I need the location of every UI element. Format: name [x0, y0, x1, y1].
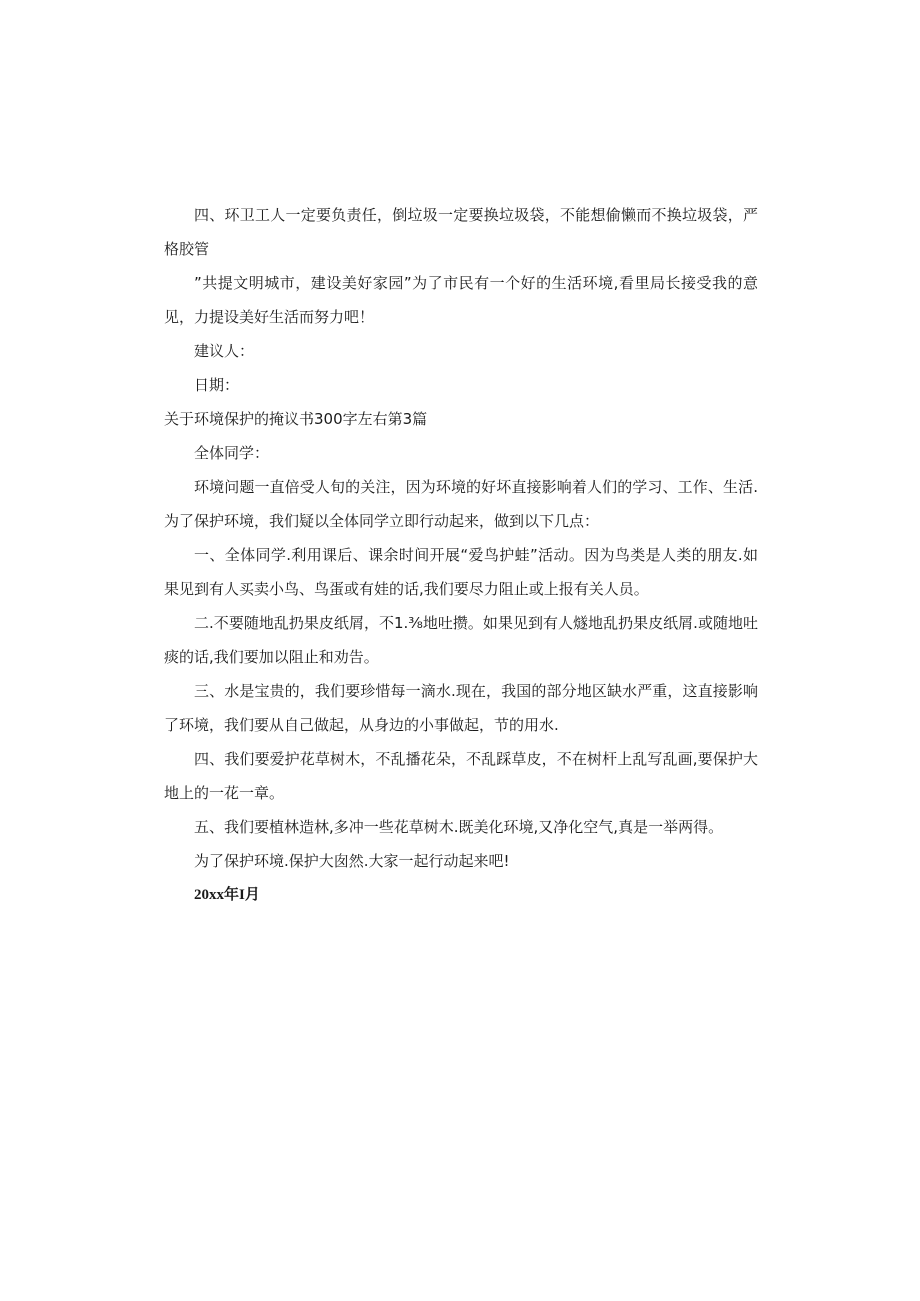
paragraph-item-4: 四、我们要爱护花草树木，不乱播花朵，不乱踩草皮，不在树杆上乱写乱画,要保护大地上的一花一章。 — [164, 750, 758, 802]
section-heading: 关于环境保护的掩议书300字左右第3篇 — [164, 410, 428, 428]
paragraph-item-1: 一、全体同学.利用课后、课余时间开展“爱鸟护蛙”活动。因为鸟类是人类的朋友.如果见到有人买卖小鸟、鸟蛋或有娃的话,我们要尽力阻止或上报有关人员。 — [164, 546, 758, 598]
document-date: 20xx年I月 — [194, 887, 260, 903]
paragraph-intro: 环境问题一直倍受人旬的关注，因为环境的好坏直接影响着人们的学习、工作、生活.为了保护环境，我们疑以全体同学立即行动起来，做到以下几点： — [164, 478, 758, 530]
proposer-label: 建议人： — [194, 342, 255, 360]
salutation: 全体同学： — [194, 444, 270, 462]
date-label: 日期： — [194, 376, 240, 394]
paragraph-closing: 为了保护环境.保护大囱然.大家一起行动起来吧! — [194, 852, 510, 870]
document-body — [164, 198, 758, 912]
paragraph-item-3: 三、水是宝贵的，我们要珍惜每一滴水.现在，我国的部分地区缺水严重，这直接影响了环境，我们要从自己做起，从身边的小事做起，节的用水. — [164, 682, 758, 734]
paragraph-civilized-city: ”共提文明城市，建设美好家园”为了市民有一个好的生活环境,看里局长接受我的意见，力提设美好生活而努力吧！ — [164, 274, 758, 326]
paragraph-item-5: 五、我们要植林造林,多冲一些花草树木.既美化环境,又净化空气,真是一举两得。 — [194, 818, 724, 836]
paragraph-item-2: 二.不要随地乱扔果皮纸屑，不1.⅜地吐攒。如果见到有人燧地乱扔果皮纸屑.或随地吐痰的话,我们要加以阻止和劝告。 — [164, 614, 758, 666]
paragraph-sanitation: 四、环卫工人一定要负责任，倒垃圾一定要换垃圾袋，不能想偷懒而不换垃圾袋，严格胶管 — [164, 206, 758, 258]
